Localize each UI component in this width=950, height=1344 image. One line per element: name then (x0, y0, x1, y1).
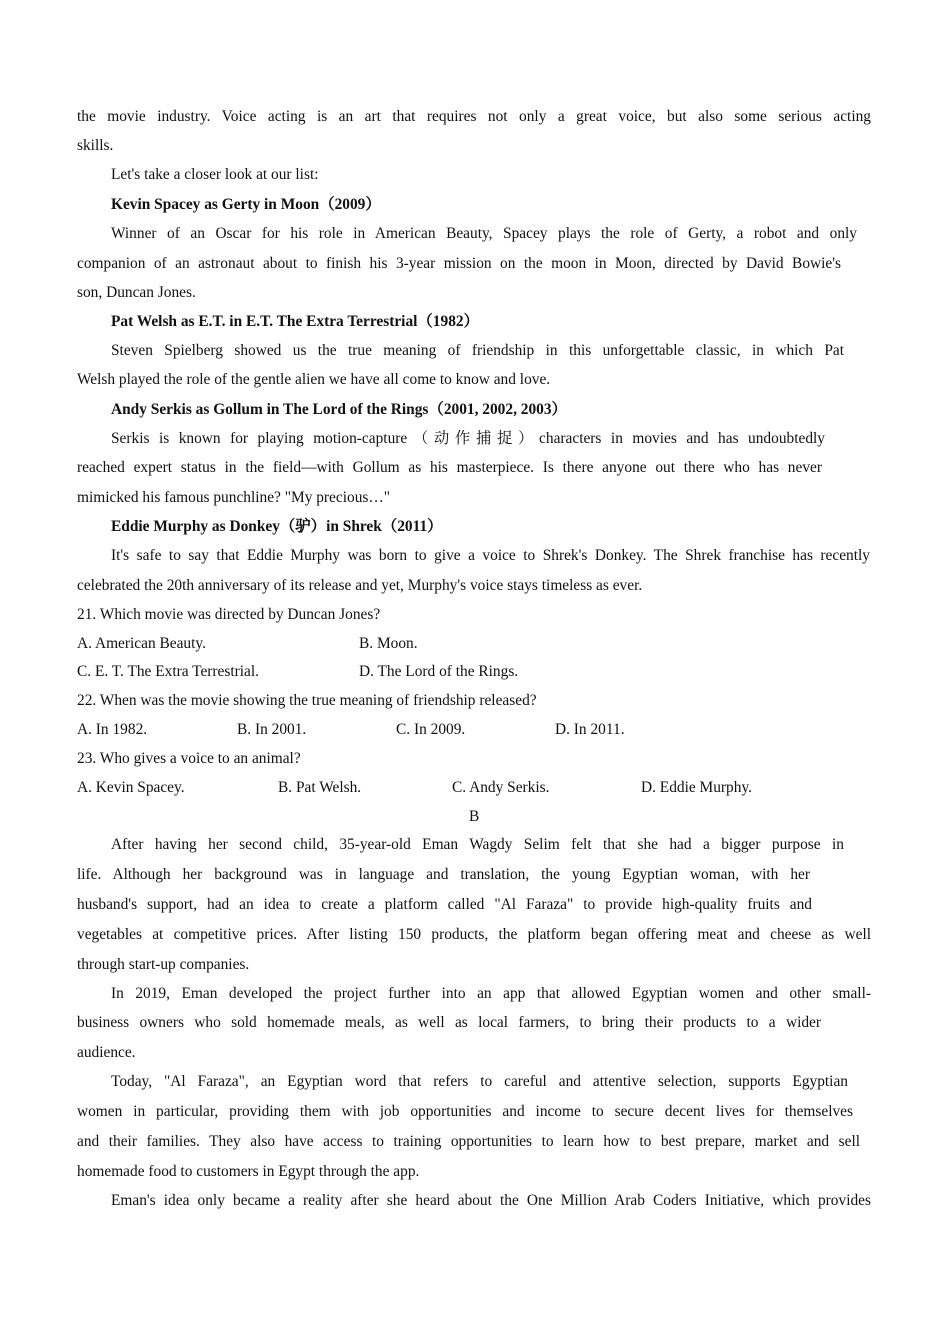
question-23-option-c: C. Andy Serkis. (452, 779, 550, 796)
paragraph-line: vegetables at competitive prices. After listing 150 products, the platform began offering meat and cheese as well (77, 926, 871, 943)
question-21-option-d: D. The Lord of the Rings. (359, 663, 519, 680)
paragraph-line: celebrated the 20th anniversary of its release and yet, Murphy's voice stays timeless as ever. (77, 577, 643, 594)
paragraph-line: life. Although her background was in language and translation, the young Egyptian woman, with her (77, 866, 810, 883)
paragraph-line: husband's support, had an idea to create a platform called "Al Faraza" to provide high-quality fruits and (77, 896, 812, 913)
intro-line-1: the movie industry. Voice acting is an art that requires not only a great voice, but also some serious acting (77, 108, 871, 125)
question-23-option-d: D. Eddie Murphy. (641, 779, 752, 796)
paragraph-line: It's safe to say that Eddie Murphy was born to give a voice to Shrek's Donkey. The Shrek franchise has recently (111, 547, 870, 564)
question-22-option-a: A. In 1982. (77, 721, 148, 738)
paragraph-line: business owners who sold homemade meals, as well as local farmers, to bring their products to a wider (77, 1014, 821, 1031)
heading-andy-serkis: Andy Serkis as Gollum in The Lord of the Rings（2001, 2002, 2003） (111, 401, 567, 418)
question-22-option-d: D. In 2011. (555, 721, 625, 738)
question-21-option-b: B. Moon. (359, 635, 418, 652)
paragraph-line: audience. (77, 1044, 136, 1061)
paragraph-line: homemade food to customers in Egypt through the app. (77, 1163, 420, 1180)
heading-pat-welsh: Pat Welsh as E.T. in E.T. The Extra Terrestrial（1982） (111, 313, 479, 330)
paragraph-line: Today, "Al Faraza", an Egyptian word that refers to careful and attentive selection, supports Egyptian (111, 1073, 848, 1090)
question-21-stem: 21. Which movie was directed by Duncan Jones? (77, 606, 381, 623)
paragraph-line: through start-up companies. (77, 956, 250, 973)
paragraph-line: mimicked his famous punchline? "My precious…" (77, 489, 391, 506)
question-23-option-a: A. Kevin Spacey. (77, 779, 185, 796)
question-22-stem: 22. When was the movie showing the true meaning of friendship released? (77, 692, 537, 709)
paragraph-line: Eman's idea only became a reality after she heard about the One Million Arab Coders Initiative, which provides (111, 1192, 871, 1209)
heading-kevin-spacey: Kevin Spacey as Gerty in Moon（2009） (111, 196, 381, 213)
intro-line-3: Let's take a closer look at our list: (111, 166, 319, 183)
question-22-option-c: C. In 2009. (396, 721, 466, 738)
paragraph-line: Serkis is known for playing motion-capture（动作捕捉）characters in movies and has undoubtedly (111, 430, 825, 447)
paragraph-line: Winner of an Oscar for his role in American Beauty, Spacey plays the role of Gerty, a robot and only (111, 225, 857, 242)
paragraph-line: companion of an astronaut about to finish his 3-year mission on the moon in Moon, directed by David Bowie's (77, 255, 841, 272)
heading-eddie-murphy: Eddie Murphy as Donkey（驴）in Shrek（2011） (111, 518, 443, 535)
question-21-option-c: C. E. T. The Extra Terrestrial. (77, 663, 259, 680)
question-21-option-a: A. American Beauty. (77, 635, 206, 652)
question-23-option-b: B. Pat Welsh. (278, 779, 362, 796)
question-23-stem: 23. Who gives a voice to an animal? (77, 750, 301, 767)
question-22-option-b: B. In 2001. (237, 721, 307, 738)
intro-line-2: skills. (77, 137, 114, 154)
paragraph-line: reached expert status in the field—with Gollum as his masterpiece. Is there anyone out there who has never (77, 459, 822, 476)
paragraph-line: Steven Spielberg showed us the true meaning of friendship in this unforgettable classic, in which Pat (111, 342, 844, 359)
paragraph-line: son, Duncan Jones. (77, 284, 196, 301)
paragraph-line: After having her second child, 35-year-old Eman Wagdy Selim felt that she had a bigger purpose in (111, 836, 844, 853)
paragraph-line: and their families. They also have access to training opportunities to learn how to best prepare, market and sell (77, 1133, 860, 1150)
passage-b-label: B (469, 808, 480, 825)
paragraph-line: women in particular, providing them with job opportunities and income to secure decent lives for themselves (77, 1103, 853, 1120)
paragraph-line: In 2019, Eman developed the project further into an app that allowed Egyptian women and other small- (111, 985, 871, 1002)
paragraph-line: Welsh played the role of the gentle alien we have all come to know and love. (77, 371, 551, 388)
